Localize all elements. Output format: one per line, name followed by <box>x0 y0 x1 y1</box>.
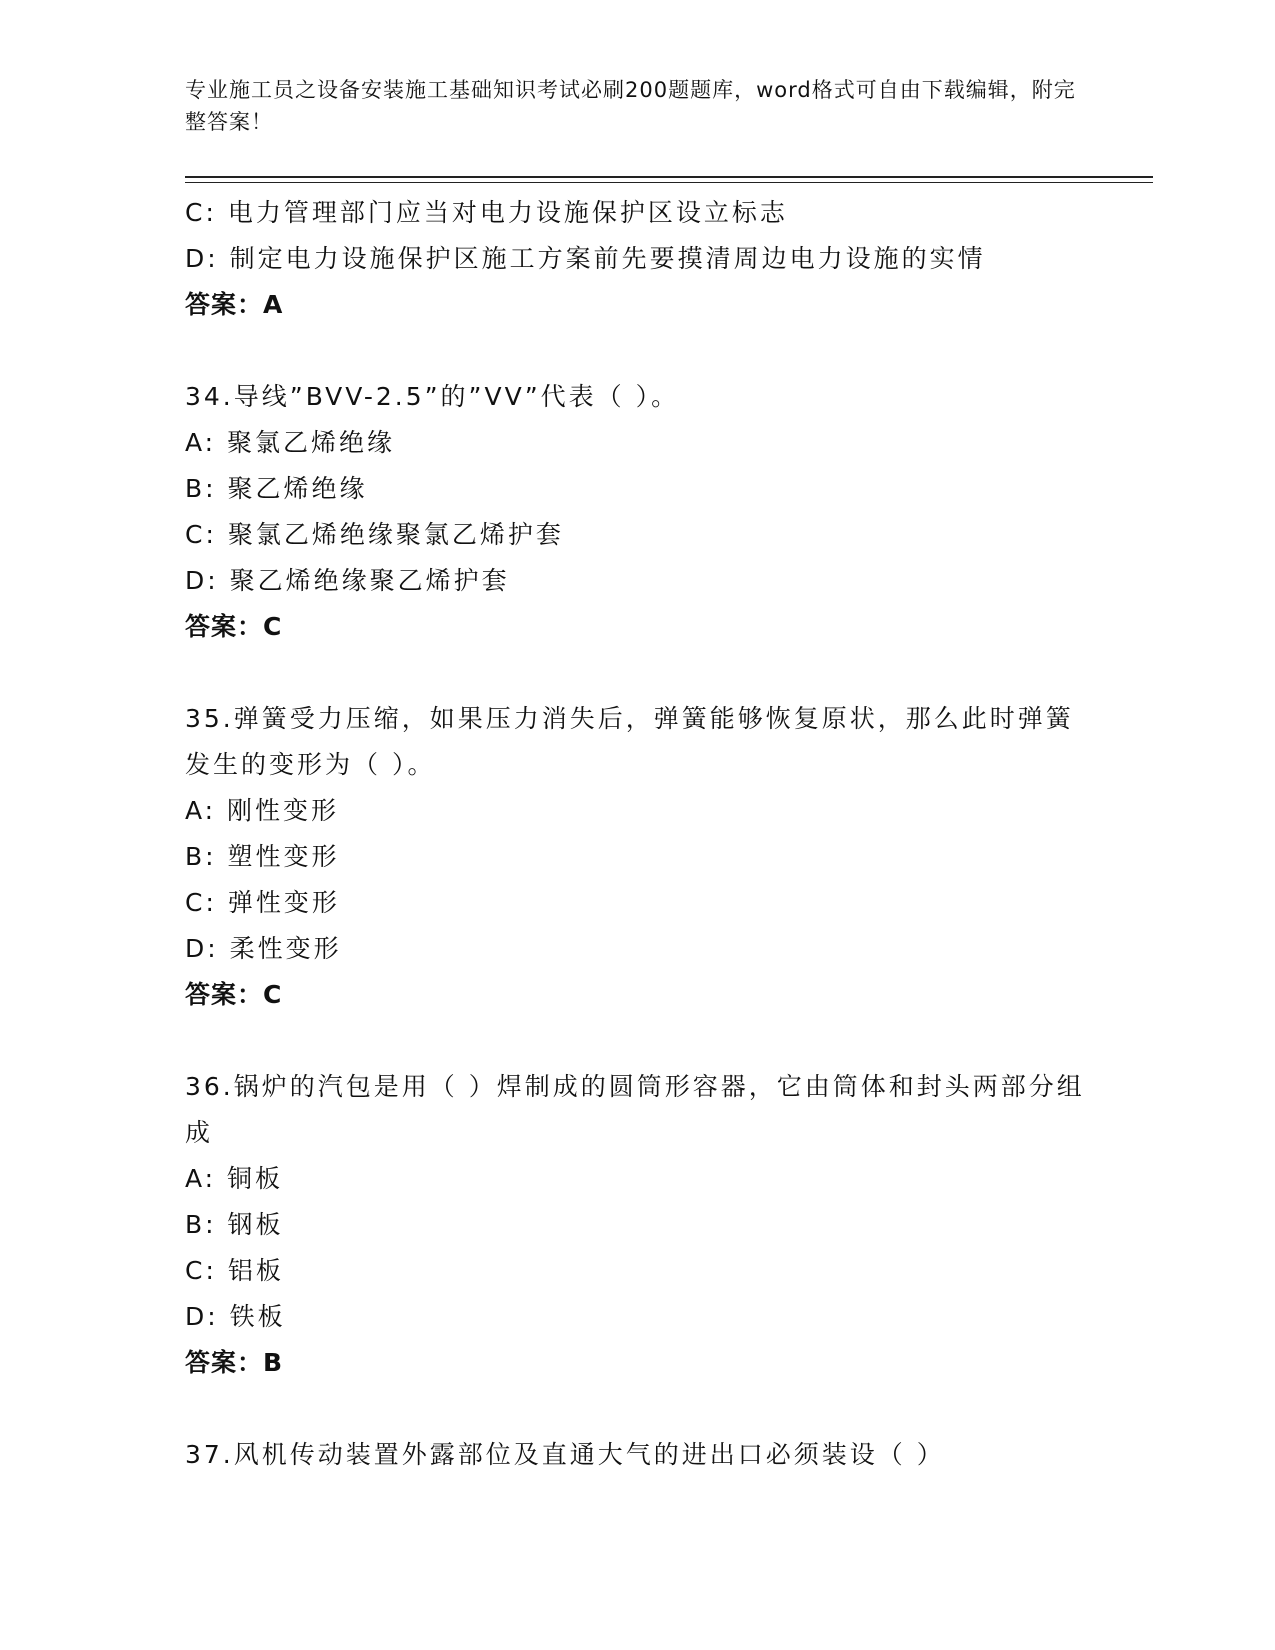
option-b: B: 钢板 <box>185 1210 284 1239</box>
answer-line: 答案：B <box>185 1348 284 1377</box>
question-33-continued <box>185 190 1085 328</box>
spacer <box>185 1018 1085 1064</box>
option-c: C: 弹性变形 <box>185 888 340 917</box>
answer-line: 答案：A <box>185 290 284 319</box>
option-b: B: 塑性变形 <box>185 842 340 871</box>
option-a: A: 聚氯乙烯绝缘 <box>185 428 396 457</box>
header-divider <box>185 176 1153 178</box>
option-d: D: 柔性变形 <box>185 934 342 963</box>
question-37 <box>185 1432 1085 1478</box>
option-c: C: 铝板 <box>185 1256 284 1285</box>
question-35 <box>185 696 1085 1018</box>
question-36 <box>185 1064 1085 1386</box>
answer-line: 答案：C <box>185 980 283 1009</box>
spacer <box>185 650 1085 696</box>
spacer <box>185 328 1085 374</box>
spacer <box>185 1386 1085 1432</box>
document-header <box>185 74 1085 138</box>
header-divider-thin <box>185 182 1153 183</box>
question-text: 37.风机传动装置外露部位及直通大气的进出口必须装设（ ） <box>185 1440 945 1469</box>
option-d: D: 制定电力设施保护区施工方案前先要摸清周边电力设施的实情 <box>185 244 986 273</box>
question-text: 36.锅炉的汽包是用（ ）焊制成的圆筒形容器，它由筒体和封头两部分组成 <box>185 1072 1085 1147</box>
question-list <box>185 190 1085 1478</box>
answer-line: 答案：C <box>185 612 283 641</box>
option-d: D: 聚乙烯绝缘聚乙烯护套 <box>185 566 510 595</box>
option-c: C: 聚氯乙烯绝缘聚氯乙烯护套 <box>185 520 564 549</box>
question-34 <box>185 374 1085 650</box>
option-b: B: 聚乙烯绝缘 <box>185 474 368 503</box>
option-a: A: 铜板 <box>185 1164 284 1193</box>
option-d: D: 铁板 <box>185 1302 286 1331</box>
question-text: 34.导线”BVV-2.5”的”VV”代表（ ）。 <box>185 382 680 411</box>
option-a: A: 刚性变形 <box>185 796 340 825</box>
question-text: 35.弹簧受力压缩，如果压力消失后，弹簧能够恢复原状，那么此时弹簧发生的变形为（ ）。 <box>185 704 1074 779</box>
header-title: 专业施工员之设备安装施工基础知识考试必刷200题题库，word格式可自由下载编辑，附完整答案！ <box>185 78 1076 134</box>
option-c: C: 电力管理部门应当对电力设施保护区设立标志 <box>185 198 788 227</box>
